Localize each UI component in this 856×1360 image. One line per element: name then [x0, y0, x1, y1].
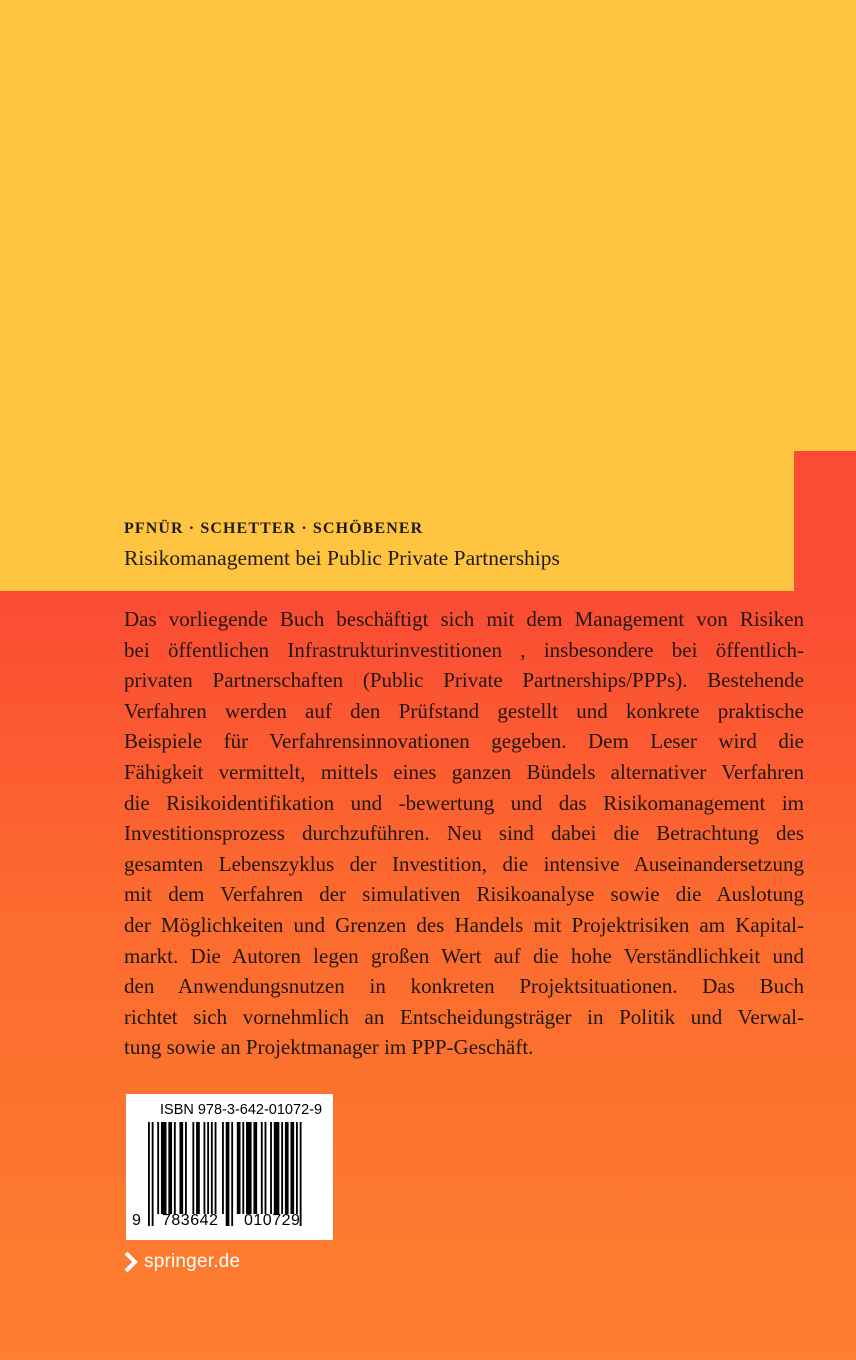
blurb-line: Verfahren werden auf den Prüfstand gestellt und konkrete praktische	[124, 698, 804, 723]
blurb-line: gesamten Lebenszyklus der Investition, die intensive Auseinandersetzung	[124, 851, 804, 876]
barcode-bar	[179, 1122, 183, 1214]
barcode-bar	[192, 1122, 194, 1214]
barcode-bar	[237, 1122, 241, 1214]
barcode-bar	[231, 1122, 233, 1226]
barcode-digit-first: 9	[132, 1212, 142, 1229]
barcode-bar	[161, 1122, 167, 1214]
blurb-line: markt. Die Autoren legen großen Wert auf die hohe Verständlichkeit und	[124, 943, 804, 968]
blurb-line: die Risikoidentifikation und -bewertung und das Risikomanagement im	[124, 790, 804, 815]
barcode-bar	[285, 1122, 289, 1214]
blurb-line: tung sowie an Projektmanager im PPP-Geschäft.	[124, 1035, 534, 1060]
blurb-line: privaten Partnerschaften (Public Private Partnerships/PPPs). Bestehende	[124, 668, 804, 693]
barcode-bar	[207, 1122, 209, 1214]
barcode-bar	[261, 1122, 263, 1214]
barcode-bars	[126, 1094, 333, 1240]
barcode-bar	[168, 1122, 172, 1214]
isbn-barcode	[126, 1094, 333, 1240]
author-names: PFNÜR · SCHETTER · SCHÖBENER	[124, 520, 424, 537]
blurb-line: Investitionsprozess durchzuführen. Neu sind dabei die Betrachtung des	[124, 821, 804, 846]
barcode-bar	[265, 1122, 267, 1214]
barcode-bar	[300, 1122, 302, 1226]
barcode-bar	[296, 1122, 298, 1214]
barcode-bar	[157, 1122, 159, 1214]
blurb-line: mit dem Verfahren der simulativen Risikoanalyse sowie die Auslotung	[124, 882, 804, 907]
barcode-bar	[148, 1122, 150, 1226]
blurb-line: richtet sich vornehmlich an Entscheidungsträger in Politik und Verwal-	[124, 1004, 804, 1029]
barcode-bar	[270, 1122, 272, 1214]
blurb-line: den Anwendungsnutzen in konkreten Projektsituationen. Das Buch	[124, 974, 804, 999]
isbn-label: ISBN 978-3-642-01072-9	[160, 1102, 323, 1118]
blurb-line: Fähigkeit vermittelt, mittels eines ganzen Bündels alternativer Verfahren	[124, 759, 804, 784]
yellow-band	[0, 0, 856, 591]
barcode-bar	[290, 1122, 294, 1214]
barcode-bar	[226, 1122, 230, 1226]
barcode-digits-right: 010729	[244, 1212, 301, 1229]
blurb-line: Das vorliegende Buch beschäftigt sich mit dem Management von Risiken	[124, 607, 804, 631]
barcode-bar	[204, 1122, 206, 1214]
red-corner-tab	[794, 451, 856, 592]
publisher-url: springer.de	[144, 1251, 241, 1272]
barcode-bar	[281, 1122, 283, 1214]
blurb-line: Beispiele für Verfahrensinnovationen gegeben. Dem Leser wird die	[124, 729, 804, 754]
barcode-bar	[185, 1122, 187, 1214]
barcode-bar	[242, 1122, 244, 1214]
chevron-right-icon	[124, 1251, 138, 1273]
book-title: Risikomanagement bei Public Private Partnerships	[124, 546, 560, 570]
publisher-link[interactable]	[124, 1248, 240, 1276]
barcode-bar	[152, 1122, 154, 1226]
blurb-line: bei öffentlichen Infrastrukturinvestitionen , insbesondere bei öffentlich-	[124, 637, 804, 662]
blurb-text	[124, 604, 804, 1063]
barcode-bar	[211, 1122, 213, 1214]
barcode-bar	[196, 1122, 200, 1214]
barcode-bar	[174, 1122, 176, 1214]
barcode-bar	[215, 1122, 217, 1214]
barcode-bar	[274, 1122, 280, 1214]
barcode-bar	[253, 1122, 257, 1214]
barcode-bar	[246, 1122, 252, 1214]
barcode-bar	[222, 1122, 224, 1214]
blurb-line: der Möglichkeiten und Grenzen des Handels mit Projektrisiken am Kapital-	[124, 912, 804, 937]
barcode-digits-left: 783642	[162, 1212, 219, 1229]
